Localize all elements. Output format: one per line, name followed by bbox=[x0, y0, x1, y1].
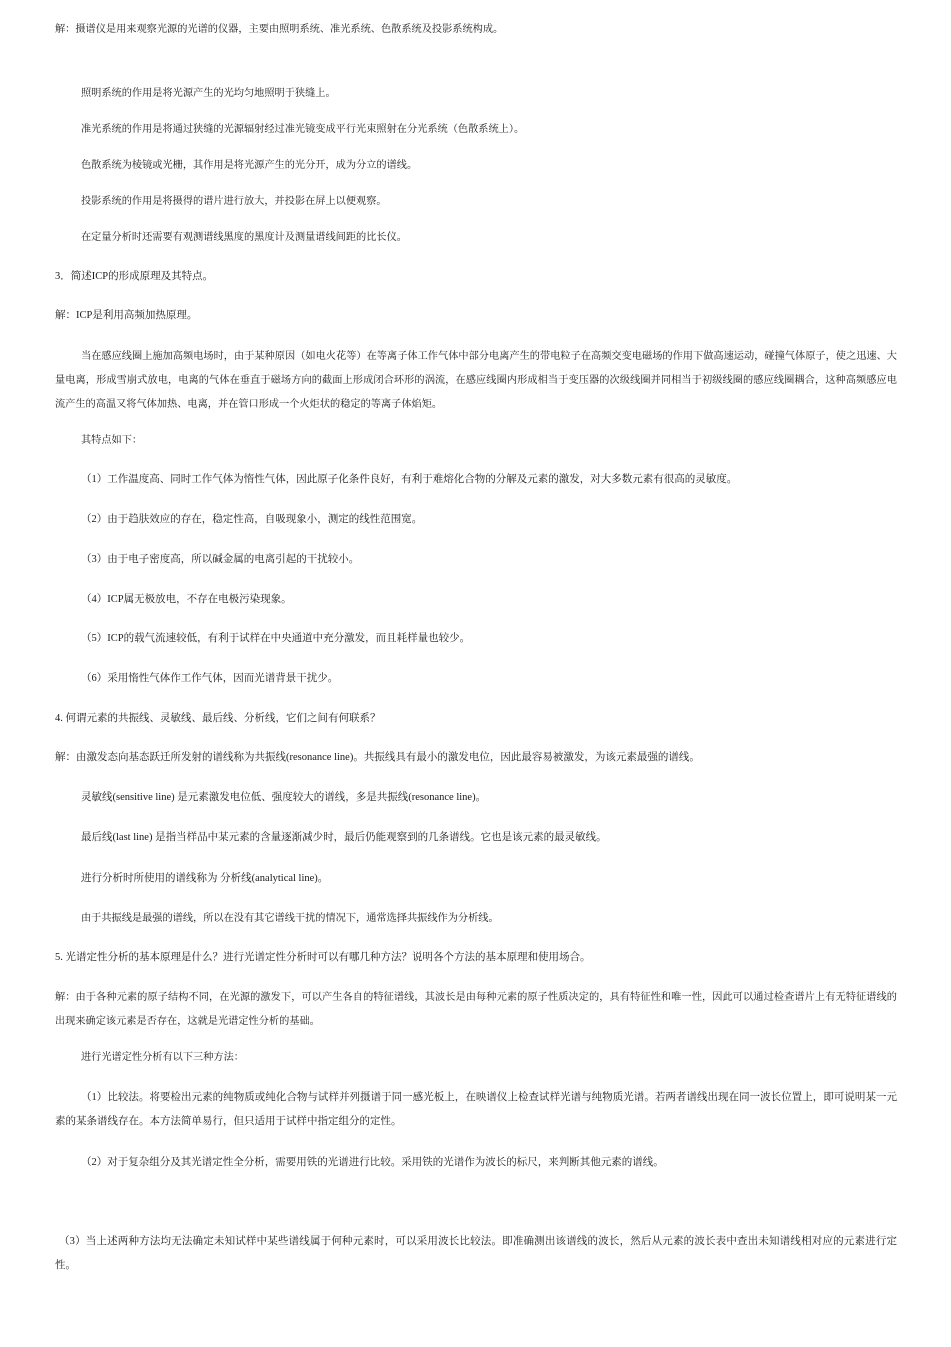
feature-item-1: （1）工作温度高、同时工作气体为惰性气体，因此原子化条件良好，有利于难熔化合物的分解及元素的激发，对大多数元素有很高的灵敏度。 bbox=[81, 474, 738, 485]
method-item-3: （3）当上述两种方法均无法确定未知试样中某些谱线属于何种元素时，可以采用波长比较法。即准确测出该谱线的波长，然后从元素的波长表中查出未知谱线相对应的元素进行定性。 bbox=[55, 1236, 897, 1271]
paragraph-densitometer: 在定量分析时还需要有观测谱线黑度的黑度计及测量谱线间距的比长仪。 bbox=[81, 232, 407, 243]
paragraph-icp-principle: 当在感应线圈上施加高频电场时，由于某种原因（如电火花等）在等离子体工作气体中部分电离产生的带电粒子在高频交变电磁场的作用下做高速运动，碰撞气体原子，使之迅速、大量电离，形成雪崩式放电，电离的气体在垂直于磁场方向的截面上形成闭合环形的涡流，在感应线圈内形成相当于变压器的次级线圈并同相当于初级线圈的感应线圈耦合，这种高频感应电流产生的高温又将气体加热、电离，并在管口形成一个火炬状的稳定的等离子体焰矩。 bbox=[55, 351, 897, 410]
feature-item-3: （3）由于电子密度高，所以碱金属的电离引起的干扰较小。 bbox=[81, 554, 360, 565]
question-3: 3．简述ICP的形成原理及其特点。 bbox=[55, 271, 214, 282]
paragraph-last-line: 最后线(last line) 是指当样品中某元素的含量逐渐减少时，最后仍能观察到的几条谱线。它也是该元素的最灵敏线。 bbox=[81, 832, 607, 843]
paragraph-collimator-system: 准光系统的作用是将通过狭缝的光源辐射经过准光镜变成平行光束照射在分光系统（色散系统上）。 bbox=[81, 124, 525, 135]
paragraph-methods-heading: 进行光谱定性分析有以下三种方法： bbox=[81, 1052, 244, 1063]
paragraph-line-relation: 由于共振线是最强的谱线，所以在没有其它谱线干扰的情况下，通常选择共振线作为分析线。 bbox=[81, 913, 499, 924]
feature-item-5: （5）ICP的载气流速较低，有利于试样在中央通道中充分激发，而且耗样量也较少。 bbox=[81, 633, 471, 644]
paragraph-illumination-system: 照明系统的作用是将光源产生的光均匀地照明于狭缝上。 bbox=[81, 88, 336, 99]
paragraph-analytical-line: 进行分析时所使用的谱线称为 分析线(analytical line)。 bbox=[81, 873, 329, 884]
method-item-2: （2）对于复杂组分及其光谱定性全分析，需要用铁的光谱进行比较。采用铁的光谱作为波长的标尺，来判断其他元素的谱线。 bbox=[81, 1157, 664, 1168]
answer-5-principle: 解：由于各种元素的原子结构不同，在光源的激发下，可以产生各自的特征谱线，其波长是由每种元素的原子性质决定的，具有特征性和唯一性，因此可以通过检查谱片上有无特征谱线的出现来确定该元素是否存在，这就是光谱定性分析的基础。 bbox=[55, 992, 897, 1027]
question-5: 5. 光谱定性分析的基本原理是什么？进行光谱定性分析时可以有哪几种方法？说明各个方法的基本原理和使用场合。 bbox=[55, 952, 591, 963]
answer-4-resonance-line: 解：由激发态向基态跃迁所发射的谱线称为共振线(resonance line)。共振线具有最小的激发电位，因此最容易被激发，为该元素最强的谱线。 bbox=[55, 752, 700, 763]
paragraph-sensitive-line: 灵敏线(sensitive line) 是元素激发电位低、强度较大的谱线，多是共振线(resonance line)。 bbox=[81, 792, 487, 803]
feature-item-2: （2）由于趋肤效应的存在，稳定性高，自吸现象小，测定的线性范围宽。 bbox=[81, 514, 423, 525]
question-4: 4. 何谓元素的共振线、灵敏线、最后线、分析线，它们之间有何联系？ bbox=[55, 713, 381, 724]
paragraph-projection-system: 投影系统的作用是将摄得的谱片进行放大，并投影在屏上以便观察。 bbox=[81, 196, 387, 207]
feature-item-4: （4）ICP属无极放电，不存在电极污染现象。 bbox=[81, 594, 292, 605]
method-item-1: （1）比较法。将要检出元素的纯物质或纯化合物与试样并列摄谱于同一感光板上，在映谱仪上检查试样光谱与纯物质光谱。若两者谱线出现在同一波长位置上，即可说明某一元素的某条谱线存在。本方法简单易行，但只适用于试样中指定组分的定性。 bbox=[55, 1092, 897, 1127]
paragraph-features-heading: 其特点如下： bbox=[81, 435, 143, 446]
answer-3-intro: 解：ICP是利用高频加热原理。 bbox=[55, 310, 198, 321]
paragraph-dispersion-system: 色散系统为棱镜或光栅，其作用是将光源产生的光分开，成为分立的谱线。 bbox=[81, 160, 418, 171]
answer-spectrograph: 解：摄谱仪是用来观察光源的光谱的仪器，主要由照明系统、准光系统、色散系统及投影系统构成。 bbox=[55, 24, 504, 35]
feature-item-6: （6）采用惰性气体作工作气体，因而光谱背景干扰少。 bbox=[81, 673, 339, 684]
